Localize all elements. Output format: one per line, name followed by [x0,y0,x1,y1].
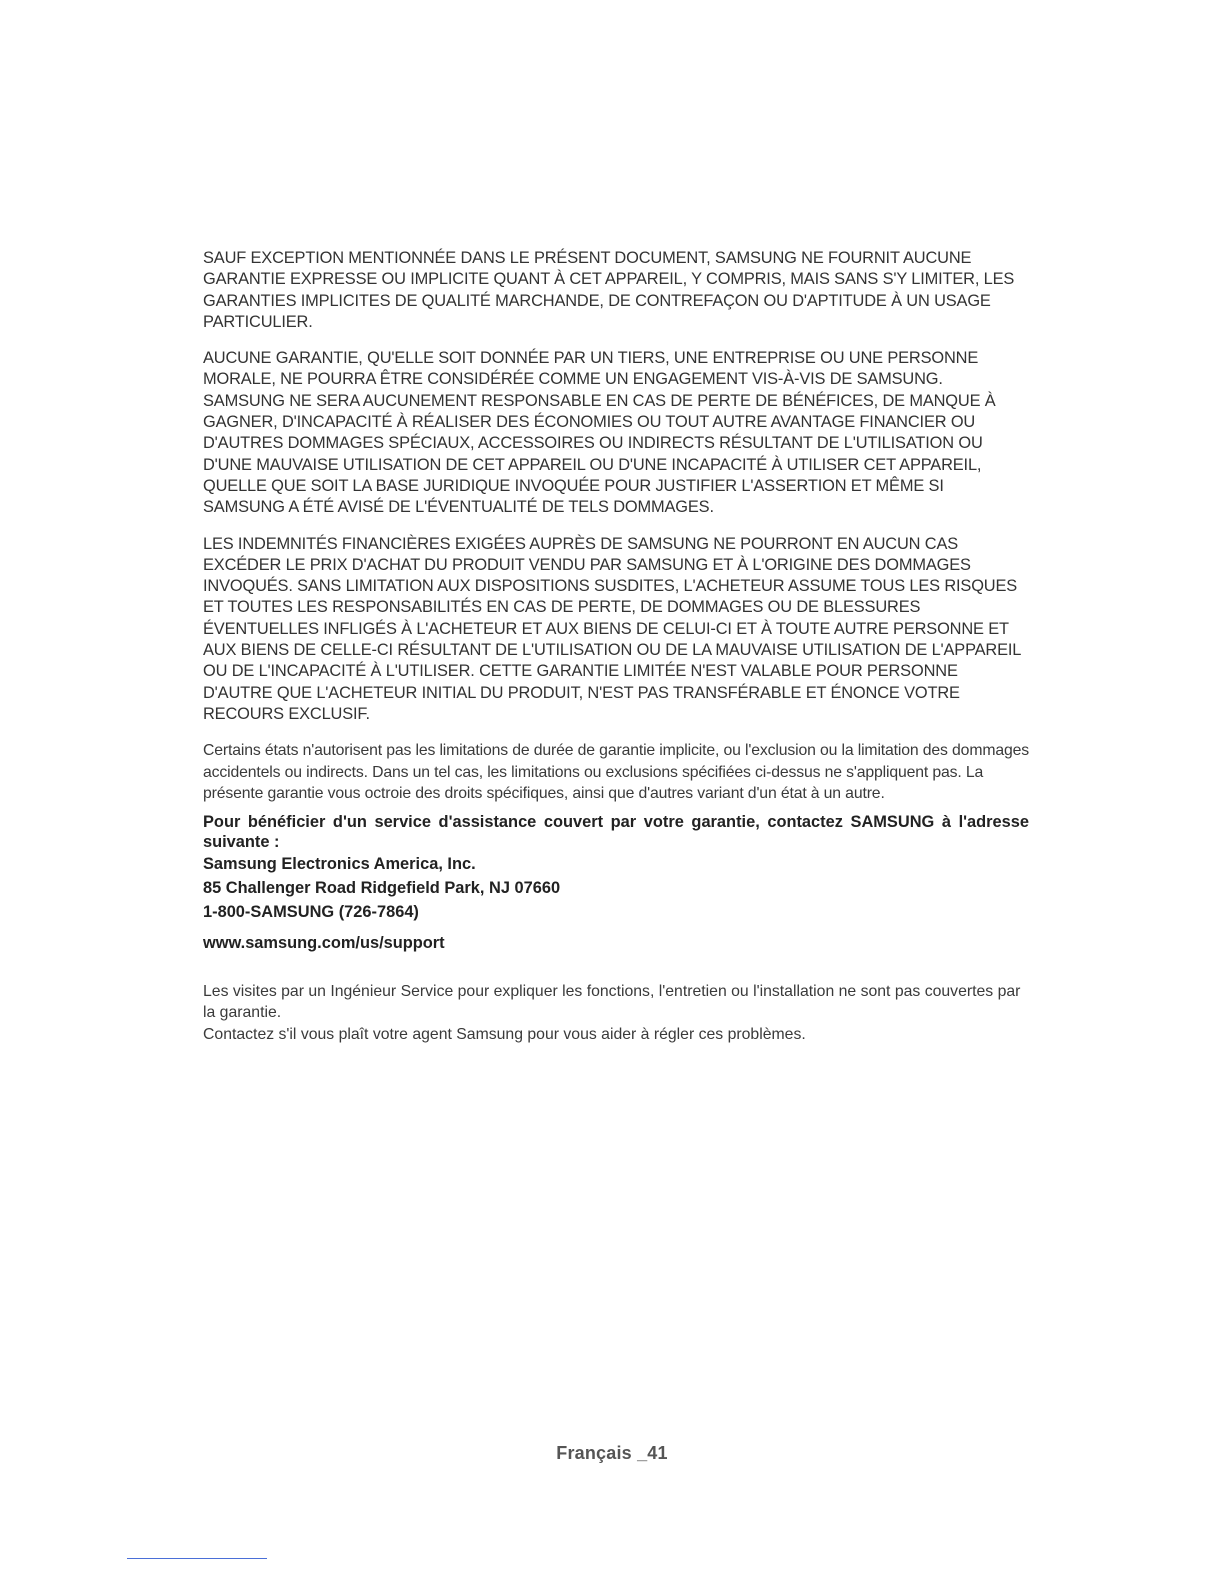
service-visit-note-line-1: Les visites par un Ingénieur Service pour expliquer les fonctions, l'entretien ou l'installation ne sont pas couvertes par la garantie. [203,983,1021,1022]
company-address: 85 Challenger Road Ridgefield Park, NJ 07660 [203,879,561,898]
liability-limitation-paragraph: AUCUNE GARANTIE, QU'ELLE SOIT DONNÉE PAR UN TIERS, UNE ENTREPRISE OU UNE PERSONNE MORALE, NE POURRA ÊTRE CONSIDÉRÉE COMME UN ENGAGEMENT VIS-À-VIS DE SAMSUNG. SAMSUNG NE SERA AUCUNEMENT RESPONSABLE EN CAS DE PERTE DE BÉNÉFICES, DE MANQUE À GAGNER, D'INCAPACITÉ À RÉALISER DES ÉCONOMIES OU TOUT AUTRE AVANTAGE FINANCIER OU D'AUTRES DOMMAGES SPÉCIAUX, ACCESSOIRES OU INDIRECTS RÉSULTANT DE L'UTILISATION OU D'UNE MAUVAISE UTILISATION DE CET APPAREIL OU D'UNE INCAPACITÉ À UTILISER CET APPAREIL, QUELLE QUE SOIT LA BASE JURIDIQUE INVOQUÉE POUR JUSTIFIER L'ASSERTION ET MÊME SI SAMSUNG A ÉTÉ AVISÉ DE L'ÉVENTUALITÉ DE TELS DOMMAGES. [203,349,996,517]
support-phone: 1-800-SAMSUNG (726-7864) [203,903,419,922]
contact-intro: Pour bénéficier d'un service d'assistance couvert par votre garantie, contactez SAMSUNG à l'adresse suivante : [203,813,1029,852]
state-rights-paragraph: Certains états n'autorisent pas les limitations de durée de garantie implicite, ou l'exclusion ou la limitation des dommages accidentels ou indirects. Dans un tel cas, les limitations ou exclusions spécifiées ci-dessus ne s'appliquent pas. La présente garantie vous octroie des droits spécifiques, ainsi que d'autres variant d'un état à un autre. [203,742,1029,802]
service-visit-note [203,981,1029,1045]
service-visit-note-line-2: Contactez s'il vous plaît votre agent Samsung pour vous aider à régler ces problèmes. [203,1025,806,1043]
support-website-link[interactable]: www.samsung.com/us/support [203,934,445,953]
warranty-disclaimer-paragraph: SAUF EXCEPTION MENTIONNÉE DANS LE PRÉSENT DOCUMENT, SAMSUNG NE FOURNIT AUCUNE GARANTIE EXPRESSE OU IMPLICITE QUANT À CET APPAREIL, Y COMPRIS, MAIS SANS S'Y LIMITER, LES GARANTIES IMPLICITES DE QUALITÉ MARCHANDE, DE CONTREFAÇON OU D'APTITUDE À UN USAGE PARTICULIER. [203,249,1015,331]
contact-block [203,854,1029,923]
bottom-link-underline[interactable] [127,1558,267,1559]
warranty-document [203,248,1029,1045]
page-number-footer: Français _41 [556,1443,668,1463]
company-name: Samsung Electronics America, Inc. [203,855,476,874]
damages-limitation-paragraph: LES INDEMNITÉS FINANCIÈRES EXIGÉES AUPRÈS DE SAMSUNG NE POURRONT EN AUCUN CAS EXCÉDER LE PRIX D'ACHAT DU PRODUIT VENDU PAR SAMSUNG ET À L'ORIGINE DES DOMMAGES INVOQUÉS. SANS LIMITATION AUX DISPOSITIONS SUSDITES, L'ACHETEUR ASSUME TOUS LES RISQUES ET TOUTES LES RESPONSABILITÉS EN CAS DE PERTE, DE DOMMAGES OU DE BLESSURES ÉVENTUELLES INFLIGÉS À L'ACHETEUR ET AUX BIENS DE CELUI-CI ET À TOUTE AUTRE PERSONNE ET AUX BIENS DE CELLE-CI RÉSULTANT DE L'UTILISATION OU DE LA MAUVAISE UTILISATION DE L'APPAREIL OU DE L'INCAPACITÉ À L'UTILISER. CETTE GARANTIE LIMITÉE N'EST VALABLE POUR PERSONNE D'AUTRE QUE L'ACHETEUR INITIAL DU PRODUIT, N'EST PAS TRANSFÉRABLE ET ÉNONCE VOTRE RECOURS EXCLUSIF. [203,534,1021,723]
